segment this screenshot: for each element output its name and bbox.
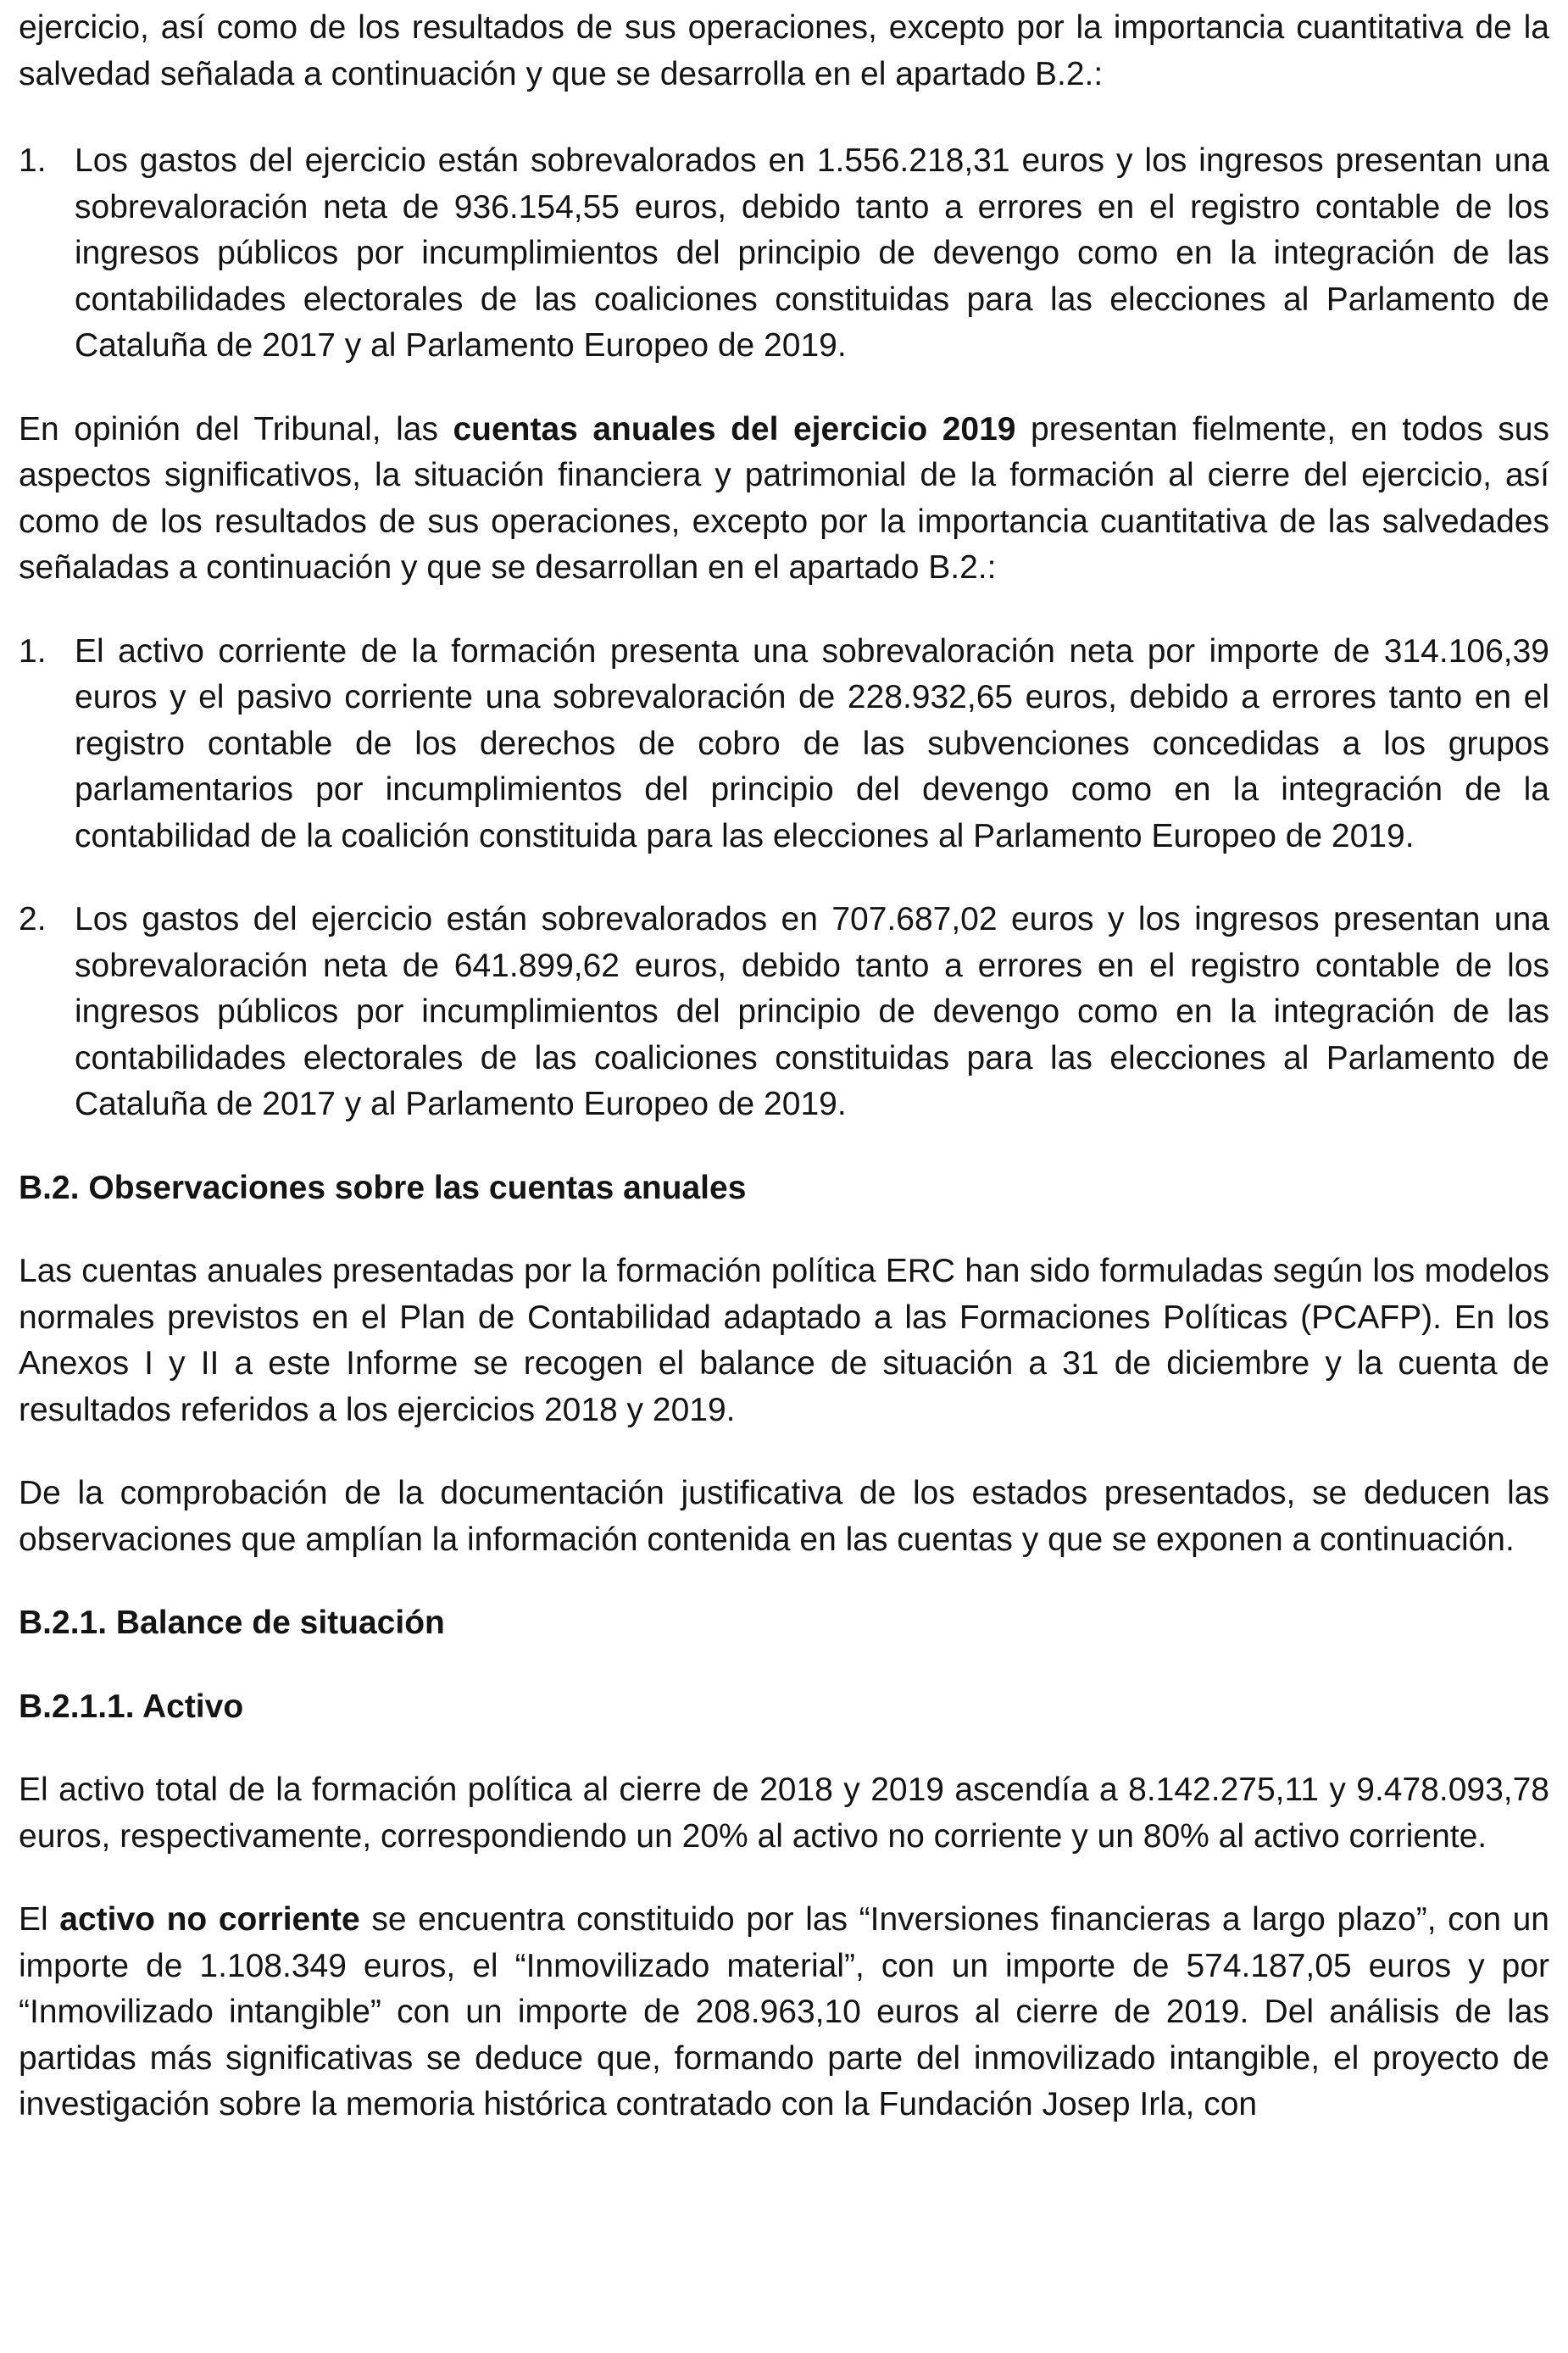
list-number: 1. bbox=[19, 142, 47, 179]
opinion-2019-paragraph bbox=[19, 407, 1549, 592]
list-item-2018-1 bbox=[19, 138, 1549, 370]
list-item-2019-2 bbox=[19, 897, 1549, 1128]
section-b2-heading: B.2. Observaciones sobre las cuentas anuales bbox=[19, 1169, 747, 1206]
section-b2-paragraph-1: Las cuentas anuales presentadas por la formación política ERC han sido formuladas según los modelos normales previstos en el Plan de Contabilidad adaptado a las Formaciones Políticas (PCAFP). En los Anexos I y II a este Informe se recogen el balance de situación a 31 de diciembre y la cuenta de resultados referidos a los ejercicios 2018 y 2019. bbox=[19, 1253, 1549, 1428]
intro-paragraph: ejercicio, así como de los resultados de sus operaciones, excepto por la importancia cuantitativa de la salvedad señalada a continuación y que se desarrolla en el apartado B.2.: bbox=[19, 9, 1549, 92]
list-number: 2. bbox=[19, 901, 47, 937]
document-page bbox=[19, 5, 1549, 2128]
section-b211-p2-pre: El bbox=[19, 1901, 60, 1938]
list-item-text: Los gastos del ejercicio están sobrevalorados en 1.556.218,31 euros y los ingresos presentan una sobrevaloración neta de 936.154,55 euros, debido tanto a errores en el registro contable de los ingresos públicos por incumplimientos del principio de devengo como en la integración de las contabilidades electorales de las coaliciones constituidas para las elecciones al Parlamento de Cataluña de 2017 y al Parlamento Europeo de 2019. bbox=[75, 142, 1549, 364]
list-item-text: El activo corriente de la formación presenta una sobrevaloración neta por importe de 314.106,39 euros y el pasivo corriente una sobrevaloración de 228.932,65 euros, debido a errores tanto en el registro contable de los derechos de cobro de las subvenciones concedidas a los grupos parlamentarios por incumplimientos del principio del devengo como en la integración de la contabilidad de la coalición constituida para las elecciones al Parlamento Europeo de 2019. bbox=[75, 632, 1549, 854]
opinion-2019-pre: En opinión del Tribunal, las bbox=[19, 410, 453, 448]
opinion-2019-post: presentan fielmente, en todos sus aspectos significativos, la situación financiera y patrimonial de la formación al cierre del ejercicio, así como de los resultados de sus operaciones, excepto por la importancia cuantitativa de las salvedades señaladas a continuación y que se desarrollan en el apartado B.2.: bbox=[19, 410, 1550, 586]
section-b21-heading: B.2.1. Balance de situación bbox=[19, 1605, 445, 1641]
section-b211-paragraph-1: El activo total de la formación política al cierre de 2018 y 2019 ascendía a 8.142.275,11 y 9.478.093,78 euros, respectivamente, correspondiendo un 20% al activo no corriente y un 80% al activo corriente. bbox=[19, 1772, 1549, 1855]
list-number: 1. bbox=[19, 632, 47, 670]
list-item-2019-1 bbox=[19, 629, 1549, 860]
section-b211-paragraph-2 bbox=[19, 1897, 1549, 2128]
opinion-2019-bold: cuentas anuales del ejercicio 2019 bbox=[453, 410, 1016, 448]
section-b211-p2-bold: activo no corriente bbox=[59, 1901, 360, 1938]
section-b2-paragraph-2: De la comprobación de la documentación justificativa de los estados presentados, se deducen las observaciones que amplían la información contenida en las cuentas y que se exponen a continuación. bbox=[19, 1475, 1549, 1558]
section-b211-p2-post: se encuentra constituido por las “Inversiones financieras a largo plazo”, con un importe de 1.108.349 euros, el “Inmovilizado material”, con un importe de 574.187,05 euros y por “Inmovilizado intangible” con un importe de 208.963,10 euros al cierre de 2019. Del análisis de las partidas más significativas se deduce que, formando parte del inmovilizado intangible, el proyecto de investigación sobre la memoria histórica contratado con la Fundación Josep Irla, con bbox=[19, 1901, 1549, 2122]
section-b211-heading: B.2.1.1. Activo bbox=[19, 1688, 244, 1725]
list-item-text: Los gastos del ejercicio están sobrevalorados en 707.687,02 euros y los ingresos presentan una sobrevaloración neta de 641.899,62 euros, debido tanto a errores en el registro contable de los ingresos públicos por incumplimientos del principio de devengo como en la integración de las contabilidades electorales de las coaliciones constituidas para las elecciones al Parlamento de Cataluña de 2017 y al Parlamento Europeo de 2019. bbox=[75, 901, 1549, 1122]
